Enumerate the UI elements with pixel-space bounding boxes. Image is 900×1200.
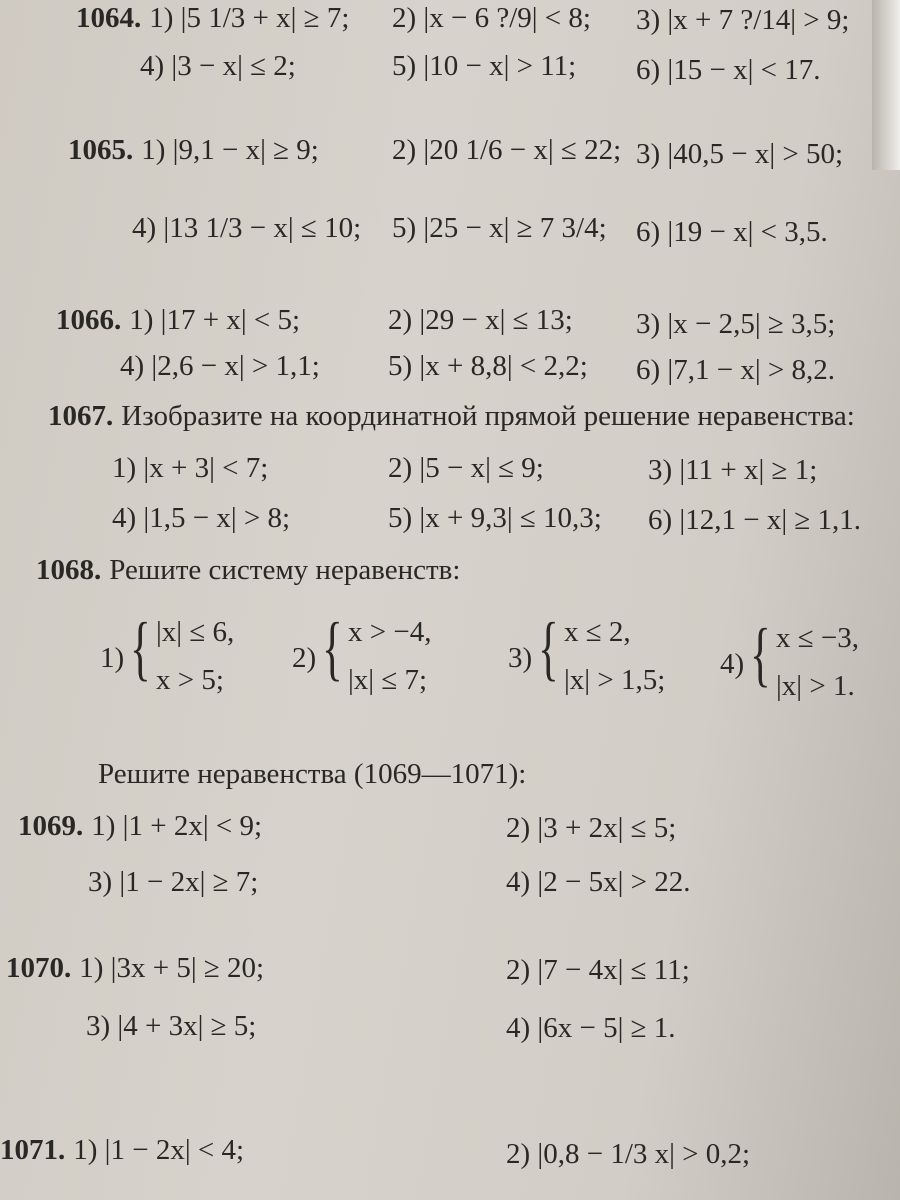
exercise-number: 1066. bbox=[56, 304, 122, 336]
inequality: 3) |40,5 − x| > 50; bbox=[636, 138, 844, 170]
inequality: 3) |1 − 2x| ≥ 7; bbox=[88, 866, 259, 898]
exercise-1070 bbox=[6, 954, 264, 983]
task-text: Решите систему неравенств: bbox=[109, 554, 461, 586]
system-3 bbox=[508, 608, 708, 712]
inequality: 1) |5 1/3 + x| ≥ 7; bbox=[149, 2, 350, 34]
exercise-1069 bbox=[18, 812, 262, 841]
inequality: 3) |4 + 3x| ≥ 5; bbox=[86, 1010, 257, 1042]
inequality: 6) |15 − x| < 17. bbox=[636, 54, 821, 86]
inequality: 4) |1,5 − x| > 8; bbox=[112, 502, 291, 534]
system-line: |x| ≤ 6, bbox=[156, 616, 235, 648]
inequality: 3) |11 + x| ≥ 1; bbox=[648, 454, 818, 486]
system-label: 1) bbox=[100, 642, 125, 674]
inequality: 1) |x + 3| < 7; bbox=[112, 452, 269, 484]
exercise-number: 1067. bbox=[48, 400, 114, 432]
inequality: 4) |13 1/3 − x| ≤ 10; bbox=[132, 212, 362, 244]
system-label: 2) bbox=[292, 642, 317, 674]
inequality: 1) |9,1 − x| ≥ 9; bbox=[141, 134, 319, 166]
system-line: x > 5; bbox=[156, 664, 224, 696]
system-line: |x| ≤ 7; bbox=[348, 664, 428, 696]
inequality: 6) |12,1 − x| ≥ 1,1. bbox=[648, 504, 862, 536]
brace-icon: { bbox=[322, 608, 343, 688]
brace-icon: { bbox=[130, 608, 151, 688]
exercise-number: 1071. bbox=[0, 1134, 66, 1166]
exercise-1068 bbox=[36, 556, 460, 585]
section-heading: Решите неравенства (1069—1071): bbox=[98, 758, 527, 790]
system-line: |x| > 1,5; bbox=[564, 664, 666, 696]
task-text: Изобразите на координатной прямой решение неравенства: bbox=[121, 400, 855, 432]
exercise-1064 bbox=[76, 4, 349, 33]
system-2 bbox=[292, 608, 492, 712]
inequality: 2) |x − 6 ?/9| < 8; bbox=[392, 2, 591, 34]
inequality: 2) |7 − 4x| ≤ 11; bbox=[506, 954, 690, 986]
exercise-1066 bbox=[56, 306, 300, 335]
inequality: 4) |6x − 5| ≥ 1. bbox=[506, 1012, 676, 1044]
inequality: 5) |x + 8,8| < 2,2; bbox=[388, 350, 588, 382]
exercise-number: 1070. bbox=[6, 952, 72, 984]
exercise-number: 1065. bbox=[68, 134, 134, 166]
system-4 bbox=[720, 614, 890, 718]
inequality: 1) |1 + 2x| < 9; bbox=[91, 810, 263, 842]
system-1 bbox=[100, 608, 300, 712]
inequality: 5) |25 − x| ≥ 7 3/4; bbox=[392, 212, 607, 244]
inequality: 1) |3x + 5| ≥ 20; bbox=[79, 952, 265, 984]
inequality: 4) |2 − 5x| > 22. bbox=[506, 866, 691, 898]
inequality: 4) |3 − x| ≤ 2; bbox=[140, 50, 296, 82]
system-line: x ≤ −3, bbox=[776, 622, 860, 654]
inequality: 2) |5 − x| ≤ 9; bbox=[388, 452, 544, 484]
inequality: 6) |7,1 − x| > 8,2. bbox=[636, 354, 835, 386]
exercise-1071 bbox=[0, 1136, 244, 1165]
exercise-number: 1069. bbox=[18, 810, 84, 842]
inequality: 2) |29 − x| ≤ 13; bbox=[388, 304, 573, 336]
inequality: 2) |3 + 2x| ≤ 5; bbox=[506, 812, 677, 844]
inequality: 6) |19 − x| < 3,5. bbox=[636, 216, 828, 248]
system-line: x > −4, bbox=[348, 616, 432, 648]
inequality: 5) |10 − x| > 11; bbox=[392, 50, 577, 82]
exercise-1067 bbox=[48, 402, 855, 431]
system-line: |x| > 1. bbox=[776, 670, 855, 702]
inequality: 2) |20 1/6 − x| ≤ 22; bbox=[392, 134, 622, 166]
exercise-1065 bbox=[68, 136, 319, 165]
exercise-number: 1064. bbox=[76, 2, 142, 34]
inequality: 2) |0,8 − 1/3 x| > 0,2; bbox=[506, 1138, 751, 1170]
system-label: 3) bbox=[508, 642, 533, 674]
page-edge bbox=[872, 0, 900, 170]
inequality: 3) |x − 2,5| ≥ 3,5; bbox=[636, 308, 836, 340]
inequality: 3) |x + 7 ?/14| > 9; bbox=[636, 4, 850, 36]
brace-icon: { bbox=[750, 614, 771, 694]
exercise-number: 1068. bbox=[36, 554, 102, 586]
inequality: 1) |1 − 2x| < 4; bbox=[73, 1134, 245, 1166]
system-label: 4) bbox=[720, 648, 745, 680]
inequality: 5) |x + 9,3| ≤ 10,3; bbox=[388, 502, 602, 534]
brace-icon: { bbox=[538, 608, 559, 688]
system-line: x ≤ 2, bbox=[564, 616, 631, 648]
inequality: 1) |17 + x| < 5; bbox=[129, 304, 301, 336]
inequality: 4) |2,6 − x| > 1,1; bbox=[120, 350, 320, 382]
